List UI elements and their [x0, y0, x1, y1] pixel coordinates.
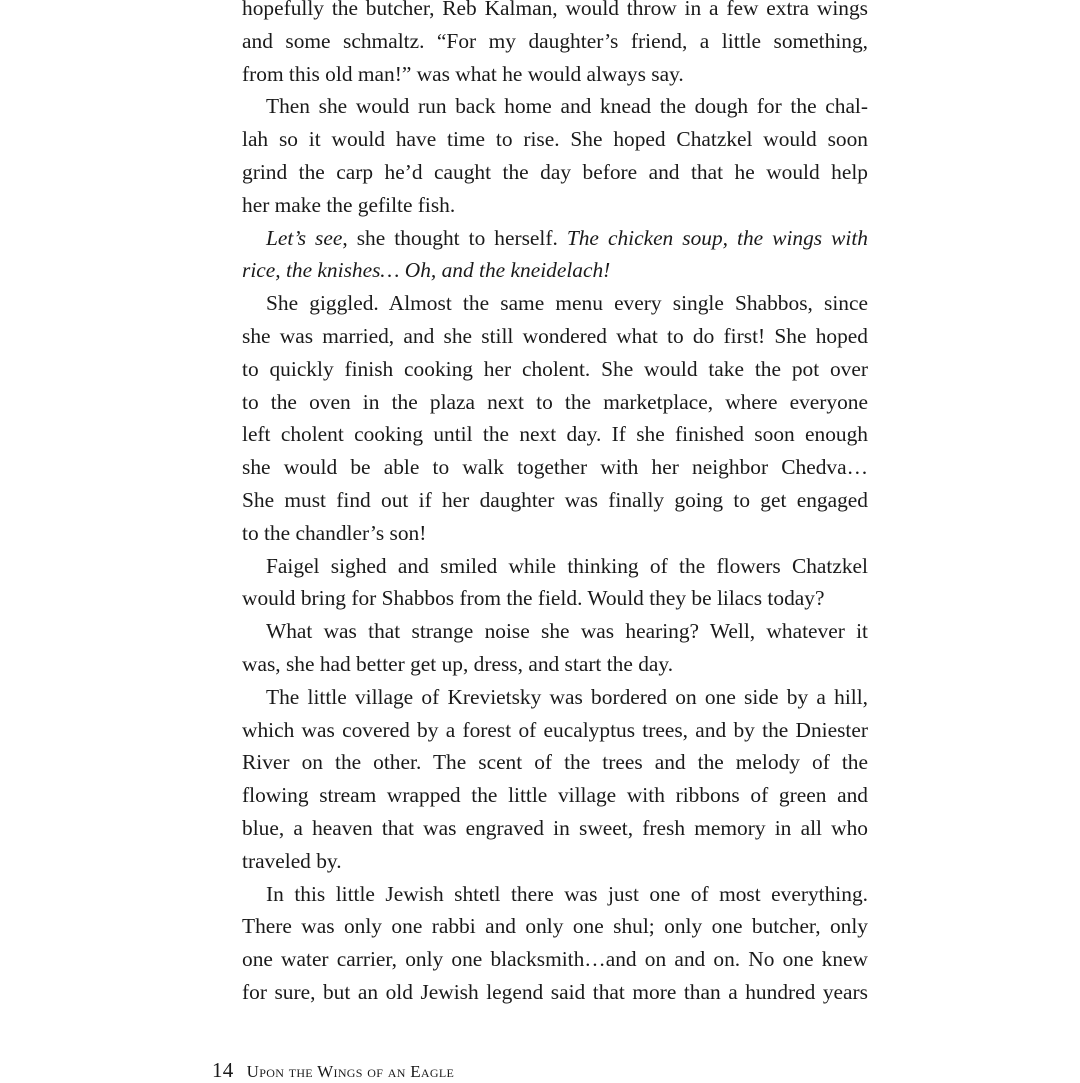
text-line: Then she would run back home and knead the dough for the chal-: [266, 94, 868, 119]
text-line: flowing stream wrapped the little village with ribbons of green and: [242, 783, 868, 808]
text-line: blue, a heaven that was engraved in sweet, fresh memory in all who: [242, 815, 868, 840]
text-line: grind the carp he’d caught the day before and that he would help: [242, 159, 868, 184]
italic-text: The chicken soup, the wings with: [566, 225, 868, 250]
text-line: her make the gefilte fish.: [242, 192, 456, 217]
text-line: to the chandler’s son!: [242, 520, 427, 545]
text-line: The little village of Krevietsky was bordered on one side by a hill,: [266, 684, 868, 709]
text-line: from this old man!” was what he would always say.: [242, 61, 684, 86]
plain-text: , she thought to herself.: [342, 225, 567, 250]
page-number: 14: [212, 1058, 234, 1082]
text-line: would bring for Shabbos from the field. Would they be lilacs today?: [242, 586, 825, 611]
text-line: River on the other. The scent of the trees and the melody of the: [242, 750, 868, 775]
italic-text: Let’s see: [266, 225, 343, 250]
running-head: Upon the Wings of an Eagle: [246, 1062, 455, 1081]
text-line: What was that strange noise she was hearing? Well, whatever it: [266, 619, 868, 644]
text-line: she was married, and she still wondered what to do first! She hoped: [242, 323, 868, 348]
text-line: she would be able to walk together with her neighbor Chedva…: [242, 455, 868, 480]
text-line: There was only one rabbi and only one shul; only one butcher, only: [242, 914, 868, 939]
text-line: for sure, but an old Jewish legend said that more than a hundred years: [242, 979, 868, 1004]
text-line: Faigel sighed and smiled while thinking of the flowers Chatzkel: [266, 553, 868, 578]
text-line: In this little Jewish shtetl there was just one of most everything.: [266, 881, 868, 906]
text-line: to quickly finish cooking her cholent. She would take the pot over: [242, 356, 868, 381]
text-line: was, she had better get up, dress, and start the day.: [242, 651, 674, 676]
page-footer: [212, 1058, 454, 1083]
text-line: lah so it would have time to rise. She hoped Chatzkel would soon: [242, 127, 868, 152]
text-line: to the oven in the plaza next to the marketplace, where everyone: [242, 389, 868, 414]
text-line: [242, 222, 868, 255]
text-line: one water carrier, only one blacksmith…and on and on. No one knew: [242, 947, 868, 972]
text-line: which was covered by a forest of eucalyptus trees, and by the Dniester: [242, 717, 868, 742]
text-line: She giggled. Almost the same menu every single Shabbos, since: [266, 291, 868, 316]
text-line: hopefully the butcher, Reb Kalman, would throw in a few extra wings: [242, 0, 868, 20]
text-line: left cholent cooking until the next day. If she finished soon enough: [242, 422, 868, 447]
text-line: traveled by.: [242, 848, 342, 873]
text-line: rice, the knishes… Oh, and the kneidelach!: [242, 258, 611, 283]
text-line: She must find out if her daughter was finally going to get engaged: [242, 487, 868, 512]
body-text: [242, 0, 868, 1009]
text-line: and some schmaltz. “For my daughter’s friend, a little something,: [242, 28, 868, 53]
